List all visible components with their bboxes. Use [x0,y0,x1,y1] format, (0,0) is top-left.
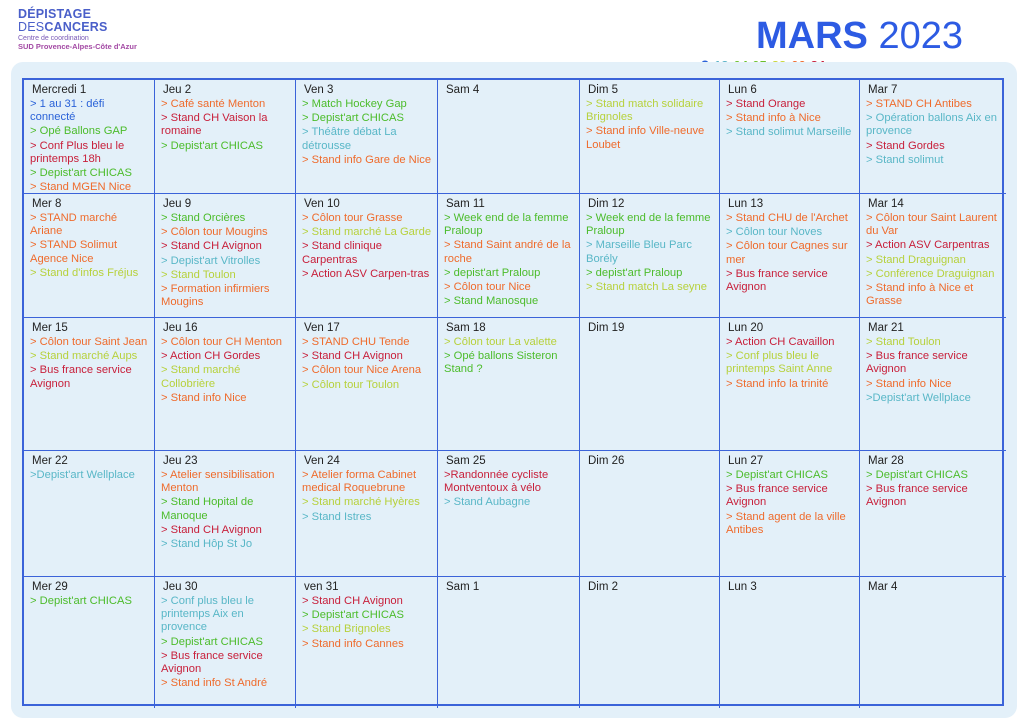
calendar-day-cell [155,318,296,451]
calendar-day-cell [24,194,155,318]
event-item: > Stand info à Nice [726,112,821,125]
day-label: Sam 4 [446,84,480,96]
logo-line-2 [18,21,137,34]
event-item: > Conf Plus bleu le printemps 18h [30,139,125,165]
calendar-day-cell [24,451,155,577]
calendar-day-cell [438,194,580,318]
event-item: > Atelier sensibilisation Menton [161,469,275,495]
calendar-day-cell [438,577,580,708]
event-item: > Depist'art CHICAS [726,469,828,481]
event-item: > Depist'art CHICAS [161,139,263,152]
event-item: > Week end de la femme Praloup [444,212,569,238]
calendar-day-cell [438,80,580,194]
day-label: Dim 19 [588,322,625,334]
event-item: > Côlon tour CH Menton [161,336,282,348]
event-item: > Week end de la femme Praloup [586,212,711,238]
event-item: > Marseille Bleu Parc Borély [586,239,693,265]
event-item: > Stand CH Avignon [161,240,262,253]
event-item: > Conf plus bleu le printemps Saint Anne [726,350,833,376]
event-item: > Café santé Menton [161,98,266,110]
event-item: > Depist'art CHICAS [302,609,404,622]
event-item: > Opération ballons Aix en provence [866,112,997,138]
calendar-grid [22,78,1004,706]
calendar-day-cell [155,80,296,194]
calendar-day-cell [155,451,296,577]
event-item: > Théâtre débat La détrousse [302,126,397,152]
organization-logo [18,8,137,51]
event-item: > Côlon tour Mougins [161,226,268,239]
calendar-day-cell [580,80,720,194]
event-item: > Stand Gordes [866,139,945,152]
event-item: > Stand info Cannes [302,637,404,650]
title-year: 2023 [867,15,963,57]
logo-subtitle: Centre de coordination [18,35,89,42]
event-item: > Bus france service Avignon [726,267,828,294]
calendar-day-cell [296,194,438,318]
day-label: Sam 25 [446,455,486,467]
event-item: > Stand d'infos Fréjus [30,266,139,279]
logo-line-2b: CANCERS [44,19,108,34]
logo-region: SUD Provence-Alpes-Côte d'Azur [18,42,137,51]
event-item: > Depist'art CHICAS [302,112,404,125]
day-label: Lun 3 [728,581,757,593]
event-item: > Côlon tour Nice Arena [302,364,422,377]
event-item: > Stand info Nice [161,391,247,404]
event-item: > Stand Aubagne [444,496,531,509]
day-label: Mer 15 [32,322,68,334]
event-item: > Stand marché Collobrière [161,364,241,390]
day-label: Lun 27 [728,455,764,467]
calendar-day-cell [860,194,1006,318]
event-item: > Stand info Nice [866,377,952,390]
day-label: Mar 4 [868,581,898,593]
event-item: > STAND Solimut Agence Nice [30,239,118,265]
day-label: Mar 28 [868,455,904,467]
calendar-day-cell [580,577,720,708]
event-item: > Stand MGEN Nice [30,181,132,194]
event-item: > Depist'art CHICAS [30,167,132,180]
event-item: > Côlon tour Toulon [302,378,400,391]
calendar-day-cell [24,577,155,708]
calendar-day-cell [155,194,296,318]
event-item: > Stand Toulon [866,336,941,348]
day-label: Sam 1 [446,581,480,593]
event-item: > Stand Saint andré de la roche [444,239,571,265]
event-item: > Stand Hôp St Jo [161,538,253,551]
calendar-day-cell [720,318,860,451]
event-item: > Stand CH Vaison la romaine [161,112,268,138]
event-item: > Stand CH Avignon [302,595,403,607]
event-item: > Stand agent de la ville Antibes [726,510,846,536]
calendar-day-cell [580,318,720,451]
day-label: Lun 6 [728,84,757,96]
event-item: > Côlon tour Nice [444,281,531,294]
event-item: > Bus france service Avignon [30,364,132,390]
calendar-day-cell [438,318,580,451]
day-label: Dim 26 [588,455,625,467]
event-item: > Stand marché La Garde [302,226,432,239]
event-item: > Stand info St André [161,677,268,690]
event-item: > STAND CH Antibes [866,98,972,110]
day-label: Dim 12 [588,198,625,210]
event-item: > Stand marché Aups [30,350,138,363]
logo-line-1: DÉPISTAGE [18,7,92,21]
event-item: > depist'art Praloup [586,266,683,279]
event-item: > Stand info à Nice et Grasse [866,282,974,308]
day-label: Ven 10 [304,198,340,210]
event-item: > Côlon tour Saint Laurent du Var [866,212,997,238]
event-item: > Bus france service Avignon [161,649,263,676]
event-item: > Côlon tour Noves [726,226,823,239]
event-item: >Randonnée cycliste Montventoux à vélo [444,469,549,495]
event-item: > Depist'art Vitrolles [161,254,261,267]
day-label: Jeu 23 [163,455,198,467]
event-item: > Bus france service Avignon [866,483,968,509]
event-item: >Depist'art Wellplace [30,469,135,481]
event-item: > Stand marché Hyères [302,496,420,509]
day-label: Ven 3 [304,84,334,96]
calendar-day-cell [24,318,155,451]
event-item: > Stand CH Avignon [161,523,262,536]
event-item: > Action CH Cavaillon [726,336,835,348]
page-title [756,14,963,58]
event-item: > Match Hockey Gap [302,98,407,110]
event-item: > Stand Manosque [444,295,539,308]
calendar-day-cell [860,318,1006,451]
event-item: > Stand Istres [302,510,372,523]
event-item: > Depist'art CHICAS [161,635,263,648]
event-item: > Stand solimut Marseille [726,126,852,139]
day-label: Dim 2 [588,581,619,593]
event-item: > Stand Brignoles [302,623,391,636]
event-item: > Stand Hopital de Manoque [161,496,254,522]
calendar-day-cell [580,194,720,318]
day-label: Mer 29 [32,581,68,593]
calendar-day-cell [720,194,860,318]
calendar-day-cell [720,577,860,708]
calendar-day-cell [438,451,580,577]
event-item: > Conférence Draguignan [866,267,995,280]
calendar-day-cell [296,318,438,451]
calendar-day-cell [860,451,1006,577]
day-label: Jeu 16 [163,322,198,334]
event-item: > Stand info Ville-neuve Loubet [586,125,705,151]
event-item: > Action ASV Carpen-tras [302,267,430,280]
event-item: > Stand Toulon [161,268,236,281]
day-label: Jeu 9 [163,198,192,210]
event-item: > Opé ballons Sisteron Stand ? [444,350,558,376]
event-item: > Côlon tour Grasse [302,212,403,224]
event-item: > Bus france service Avignon [726,483,828,509]
event-item: > Atelier forma Cabinet medical Roquebrune [302,469,417,495]
day-label: Sam 18 [446,322,486,334]
event-item: > Stand Orcières [161,212,246,224]
event-item: > Bus france service Avignon [866,350,968,376]
event-item: > Côlon tour La valette [444,336,557,348]
event-item: > Côlon tour Saint Jean [30,336,148,348]
day-label: Mar 21 [868,322,904,334]
day-label: Lun 20 [728,322,764,334]
day-label: Mercredi 1 [32,84,87,96]
event-item: > depist'art Praloup [444,266,541,279]
day-label: Dim 5 [588,84,619,96]
day-label: Sam 11 [446,198,485,210]
event-item: > Stand info Gare de Nice [302,153,432,166]
event-item: > Opé Ballons GAP [30,125,128,138]
event-item: > Stand CH Avignon [302,350,403,363]
day-label: Mer 22 [32,455,68,467]
day-label: Mer 8 [32,198,62,210]
event-item: > Stand match solidaire Brignoles [586,98,704,124]
calendar-day-cell [860,577,1006,708]
logo-line-2a: DES [18,19,45,34]
day-label: Ven 17 [304,322,340,334]
event-item: > Stand info la trinité [726,377,829,390]
day-label: Mar 14 [868,198,904,210]
calendar-day-cell [296,80,438,194]
event-item: > 1 au 31 : défi connecté [30,98,105,124]
event-item: > Depist'art CHICAS [866,469,968,481]
calendar-day-cell [24,80,155,194]
event-item: > STAND CHU Tende [302,336,410,348]
day-label: Mar 7 [868,84,898,96]
day-label: Jeu 2 [163,84,192,96]
calendar-day-cell [296,577,438,708]
event-item: > Stand clinique Carpentras [302,240,382,266]
event-item: >Depist'art Wellplace [866,391,971,404]
day-label: Lun 13 [728,198,764,210]
calendar-day-cell [155,577,296,708]
event-item: > Stand CHU de l'Archet [726,212,848,224]
event-item: > Côlon tour Cagnes sur mer [726,240,848,266]
event-item: > Conf plus bleu le printemps Aix en provence [161,595,254,634]
event-item: > Stand Draguignan [866,253,966,266]
event-item: > STAND marché Ariane [30,212,118,238]
calendar-day-cell [296,451,438,577]
event-item: > Stand Orange [726,98,806,110]
event-item: > Formation infirmiers Mougins [161,283,270,309]
day-label: Ven 24 [304,455,340,467]
day-label: ven 31 [304,581,339,593]
calendar-day-cell [720,451,860,577]
title-month: MARS [756,15,868,57]
event-item: > Stand solimut [866,153,944,166]
calendar-day-cell [720,80,860,194]
event-item: > Depist'art CHICAS [30,595,132,607]
event-item: > Action ASV Carpentras [866,239,990,252]
event-item: > Stand match La seyne [586,281,707,294]
calendar-day-cell [860,80,1006,194]
day-label: Jeu 30 [163,581,198,593]
event-item: > Action CH Gordes [161,350,261,363]
calendar-day-cell [580,451,720,577]
